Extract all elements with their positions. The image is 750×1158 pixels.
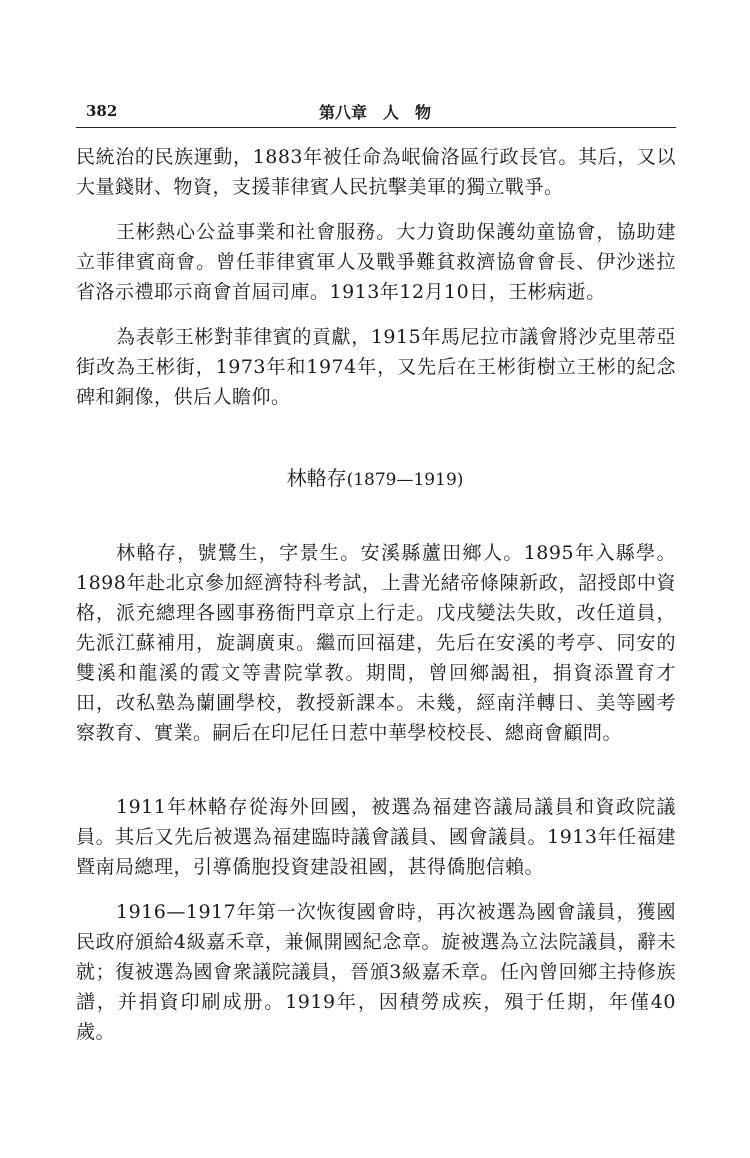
bio-paragraph-election: 1911年林輅存從海外回國，被選為福建咨議局議員和資政院議員。其后又先后被選為福建臨時議會議員、國會議員。1913年任福建暨南局總理，引導僑胞投資建設祖國，甚得僑胞信賴。 — [76, 796, 676, 878]
header-rule — [76, 127, 676, 128]
bio-paragraph-parliament: 1916—1917年第一次恢復國會時，再次被選為國會議員，獲國民政府頒給4級嘉禾章，兼佩開國紀念章。旋被選為立法院議員，辭未就；復被選為國會衆議院議員，晉頒3級嘉禾章。任內曾回鄉主持修族譜，并捐資印刷成册。1919年，因積勞成疾，殞于任期，年僅40歲。 — [76, 901, 676, 1043]
paragraph-continuation: 民統治的民族運動，1883年被任命為岷倫洛區行政長官。其后，又以大量錢財、物資，支援菲律賓人民抗擊美軍的獨立戰爭。 — [76, 146, 676, 198]
paragraph-social-service: 王彬熱心公益事業和社會服務。大力資助保護幼童協會，協助建立菲律賓商會。曾任菲律賓軍人及戰爭難貧救濟協會會長、伊沙迷拉省洛示禮耶示商會首屆司庫。1913年12月10日，王彬病逝。 — [76, 221, 676, 303]
bio-paragraph-early-career: 林輅存，號鷺生，字景生。安溪縣蘆田鄉人。1895年入縣學。1898年赴北京參加經濟特科考試，上書光緒帝條陳新政，詔授郎中資格，派充總理各國事務衙門章京上行走。戊戌變法失敗，改任道員，先派江蘇補用，旋調廣東。繼而回福建，先后在安溪的考亭、同安的雙溪和龍溪的霞文等書院掌教。期間，曾回鄉謁祖，捐資添置育才田，改私塾為蘭圃學校，教授新課本。未幾，經南洋轉日、美等國考察教育、實業。嗣后在印尼任日惹中華學校校長、總商會顧問。 — [76, 542, 676, 744]
page-number: 382 — [86, 102, 118, 120]
section-dates: (1879—1919) — [346, 470, 464, 490]
chapter-title: 第八章 人 物 — [318, 103, 431, 122]
section-heading — [0, 463, 750, 495]
paragraph-commemoration: 為表彰王彬對菲律賓的貢獻，1915年馬尼拉市議會將沙克里蒂亞街改為王彬街，1973年和1974年，又先后在王彬街樹立王彬的紀念碑和銅像，供后人瞻仰。 — [76, 326, 676, 408]
section-name: 林輅存 — [286, 466, 347, 490]
